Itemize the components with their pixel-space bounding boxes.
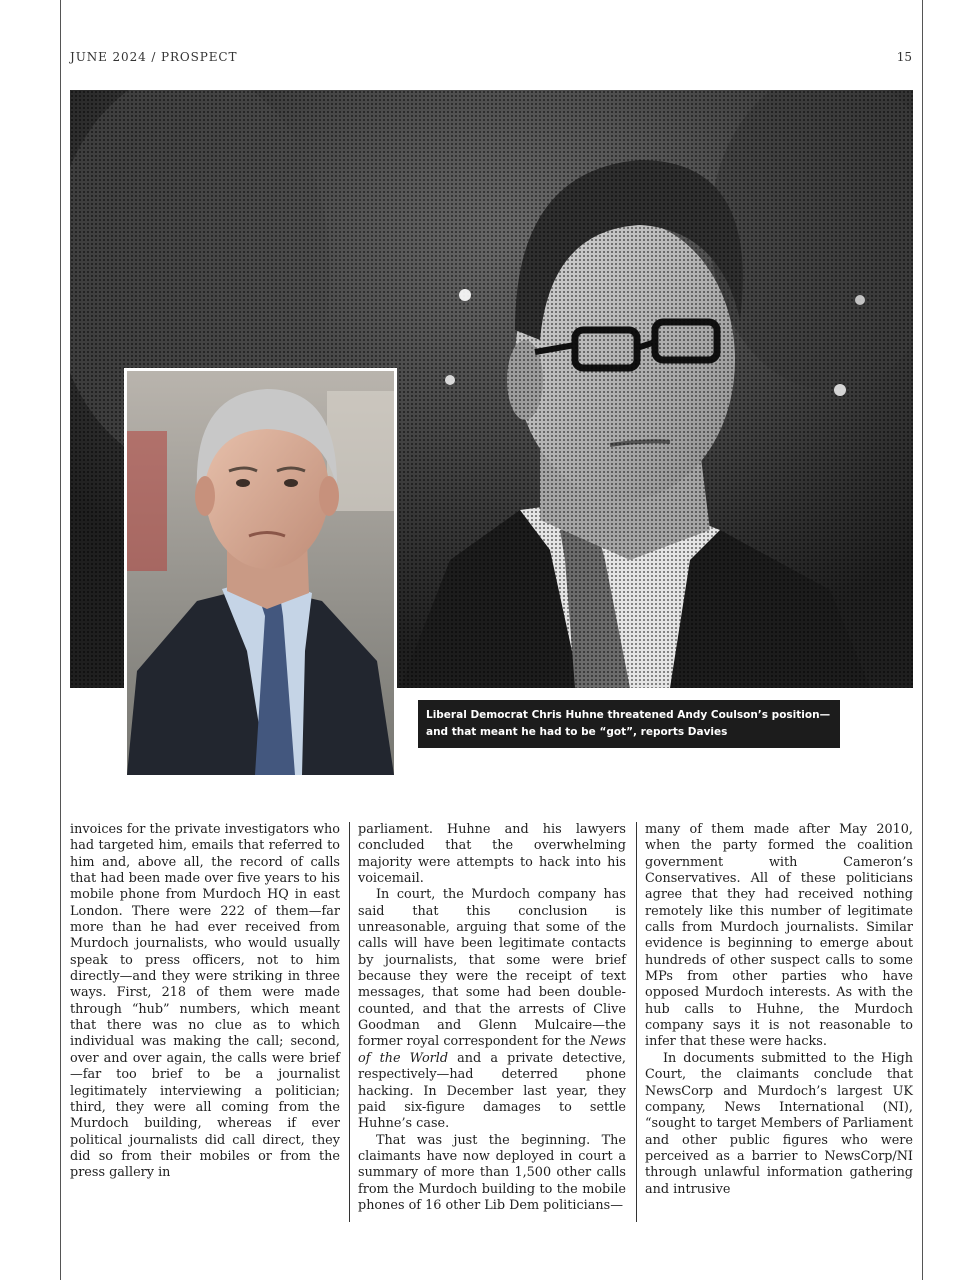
article-column-2 <box>358 822 626 1214</box>
paragraph: In documents submitted to the High Court, the claimants conclude that NewsCorp and Murdoch’s largest UK company, News International (NI), “sought to target Members of Parliament and other public figures who were perceived as a barrier to NewsCorp/NI through unlawful information gathering and intrusive <box>645 1050 914 1197</box>
publication-title: News of the World <box>358 1034 626 1066</box>
page-border-left <box>60 0 61 1280</box>
paragraph <box>358 887 626 1132</box>
paragraph: That was just the beginning. The claimants have now deployed in court a summary of more than 1,500 other calls from the Murdoch building to the mobile phones of 16 other Lib Dem politicians— <box>358 1132 626 1213</box>
text-run: In court, the Murdoch company has said that this conclusion is unreasonable, arguing that some of the calls will have been legitimate contacts by journalists, that some were brief because they were the receipt of text messages, that some had been double-counted, and that the arrests of Clive Goodman and Glenn Mulcaire—the former royal correspondent for the <box>358 887 626 1050</box>
column-rule-2 <box>636 822 637 1222</box>
caption-line-2: and that meant he had to be “got”, reports Davies <box>426 726 728 738</box>
column-rule-1 <box>349 822 350 1222</box>
paragraph: invoices for the private investigators who had targeted him, emails that referred to him and, above all, the record of calls that had been made over five years to his mobile phone from Murdoch HQ in east London. There were 222 of them—far more than he had ever received from Murdoch journalists, who would usually speak to press officers, not to him directly—and they were striking in three ways. First, 218 of them were made through “hub” numbers, which meant that there was no clue as to which individual was making the call; second, over and over again, the calls were brief—far too brief to be a journalist legitimately interviewing a politician; third, they were all coming from the Murdoch building, whereas if ever political journalists did call direct, they did so from their mobiles or from the press gallery in <box>70 822 340 1181</box>
inset-photo <box>124 368 397 778</box>
page-border-right <box>922 0 923 1280</box>
article-column-3 <box>645 822 913 1198</box>
text-run: and a private detective, respectively—had deterred phone hacking. In December last year, they paid six-figure damages to settle Huhne’s case. <box>358 1050 626 1132</box>
caption-line-1: Liberal Democrat Chris Huhne threatened Andy Coulson’s position— <box>426 709 831 721</box>
article-column-1 <box>70 822 340 1182</box>
page-number: 15 <box>896 50 912 64</box>
photo-caption <box>418 700 840 748</box>
running-head: JUNE 2024 / PROSPECT <box>70 50 238 64</box>
paragraph: parliament. Huhne and his lawyers concluded that the overwhelming majority were attempts to hack into his voicemail. <box>358 822 626 887</box>
paragraph: many of them made after May 2010, when the party formed the coalition government with Cameron’s Conservatives. All of these politicians agree that they had received nothing remotely like this number of legitimate calls from Murdoch journalists. Similar evidence is beginning to emerge about hundreds of other suspect calls to some MPs from other parties who have opposed Murdoch interests. As with the hub calls to Huhne, the Murdoch company says it is not reasonable to infer that these were hacks. <box>645 822 913 1050</box>
